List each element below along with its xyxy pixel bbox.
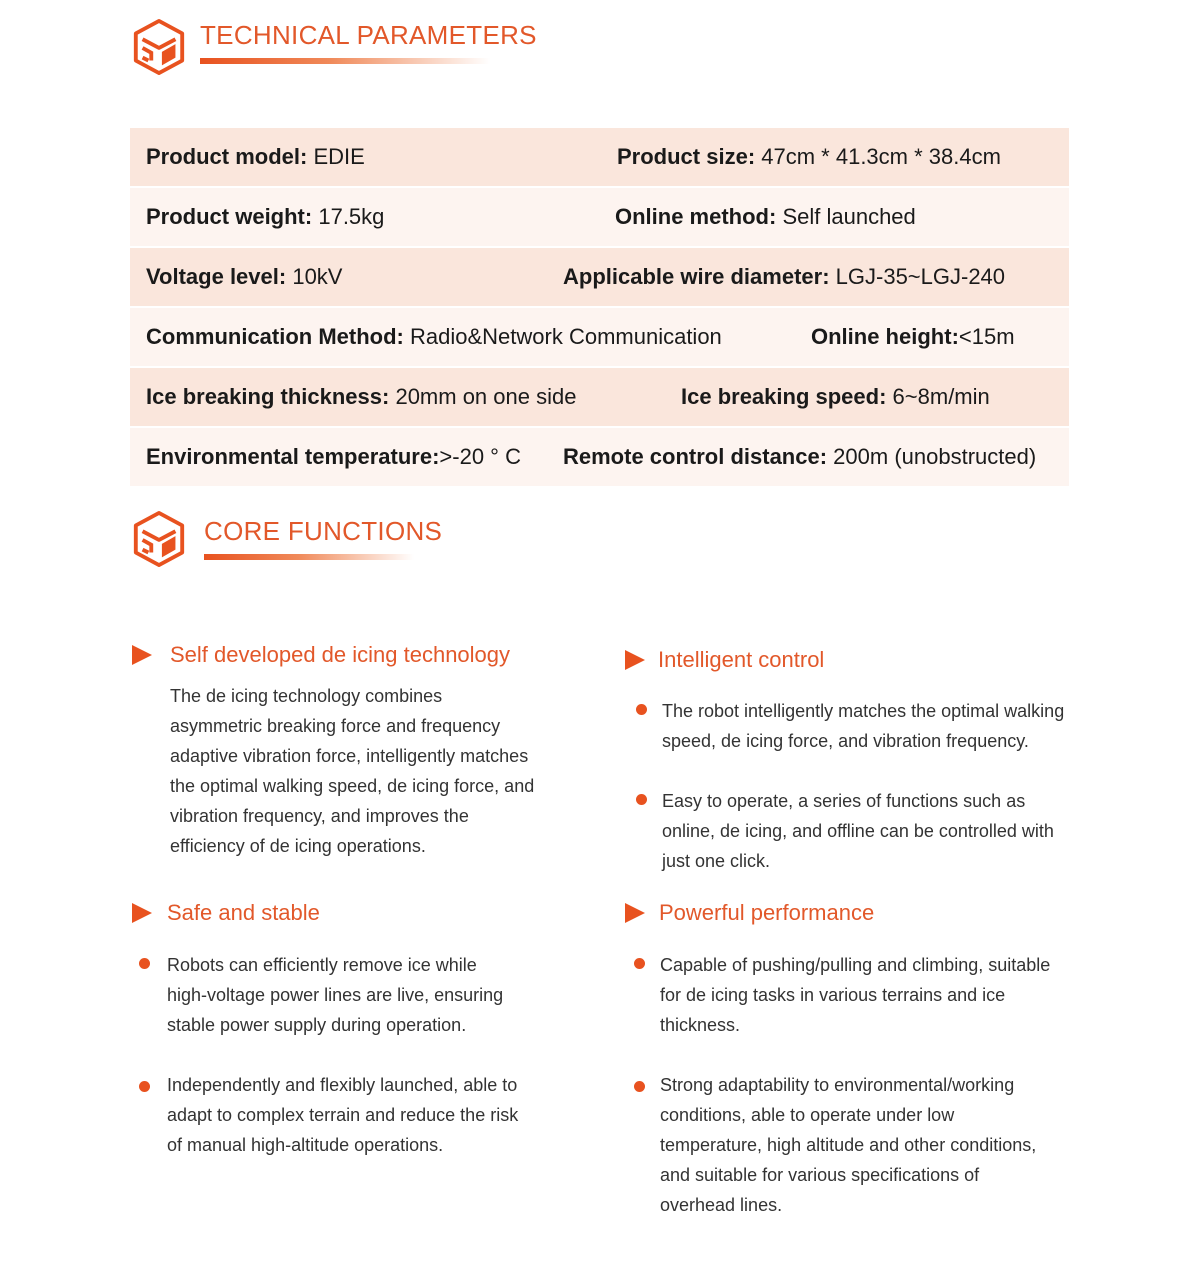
triangle-arrow-icon <box>625 903 645 923</box>
triangle-arrow-icon <box>132 645 152 665</box>
param-left: Voltage level: 10kV <box>146 264 343 289</box>
param-left: Product model: EDIE <box>146 144 365 169</box>
param-right: Product size: 47cm * 41.3cm * 38.4cm <box>617 144 1001 169</box>
triangle-arrow-icon <box>132 903 152 923</box>
param-row <box>130 128 1069 186</box>
bullet-item: The robot intelligently matches the optimal walking speed, de icing force, and vibration frequency. <box>636 696 1064 756</box>
feature-deicing <box>132 642 510 668</box>
dot-bullet-icon <box>634 1081 645 1092</box>
feature-title: Powerful performance <box>659 900 875 925</box>
dot-bullet-icon <box>636 704 647 715</box>
param-left: Ice breaking thickness: 20mm on one side <box>146 384 577 409</box>
param-right: Remote control distance: 200m (unobstructed) <box>563 444 1037 469</box>
dot-bullet-icon <box>634 958 645 969</box>
core-functions-heading <box>130 510 442 568</box>
param-row <box>130 248 1069 306</box>
dot-bullet-icon <box>139 958 150 969</box>
param-left: Communication Method: Radio&Network Communication <box>146 324 722 349</box>
feature-title: Intelligent control <box>658 647 825 672</box>
feature-title: Self developed de icing technology <box>170 642 511 667</box>
title-underline <box>204 554 414 560</box>
bullet-item: Robots can efficiently remove ice while high-voltage power lines are live, ensuring stable power supply during operation. <box>139 950 503 1040</box>
bullet-item: Strong adaptability to environmental/working conditions, able to operate under low temperature, high altitude and other conditions, and suitable for various specifications of overhead lines. <box>634 1070 1036 1220</box>
param-left: Product weight: 17.5kg <box>146 204 385 229</box>
param-right: Applicable wire diameter: LGJ-35~LGJ-240 <box>563 264 1006 289</box>
param-right: Online method: Self launched <box>615 204 916 229</box>
technical-parameters-heading <box>130 18 537 76</box>
param-left: Environmental temperature:>-20 ° C <box>146 444 521 469</box>
feature-intelligent-control <box>625 647 824 673</box>
dot-bullet-icon <box>139 1081 150 1092</box>
param-right: Ice breaking speed: 6~8m/min <box>681 384 990 409</box>
section-title: TECHNICAL PARAMETERS <box>200 20 537 50</box>
param-row <box>130 368 1069 426</box>
triangle-arrow-icon <box>625 650 645 670</box>
cube-logo-icon <box>130 510 188 568</box>
parameter-table <box>130 128 1069 486</box>
bullet-item: Independently and flexibly launched, able to adapt to complex terrain and reduce the risk of manual high-altitude operations. <box>139 1070 518 1160</box>
bullet-item: Capable of pushing/pulling and climbing, suitable for de icing tasks in various terrains and ice thickness. <box>634 950 1050 1040</box>
feature-title: Safe and stable <box>167 900 320 925</box>
param-right: Online height:<15m <box>811 324 1015 349</box>
feature-powerful-performance <box>625 900 874 926</box>
bullet-item: Easy to operate, a series of functions such as online, de icing, and offline can be controlled with just one click. <box>636 786 1054 876</box>
param-row <box>130 308 1069 366</box>
feature-description: The de icing technology combines asymmetric breaking force and frequency adaptive vibration force, intelligently matches the optimal walking speed, de icing force, and vibration frequency, and improves the efficiency of de icing operations. <box>170 686 535 856</box>
param-row <box>130 428 1069 486</box>
cube-logo-icon <box>130 18 188 76</box>
feature-safe-stable <box>132 900 320 926</box>
title-underline <box>200 58 490 64</box>
param-row <box>130 188 1069 246</box>
section-title: CORE FUNCTIONS <box>204 516 443 546</box>
dot-bullet-icon <box>636 794 647 805</box>
